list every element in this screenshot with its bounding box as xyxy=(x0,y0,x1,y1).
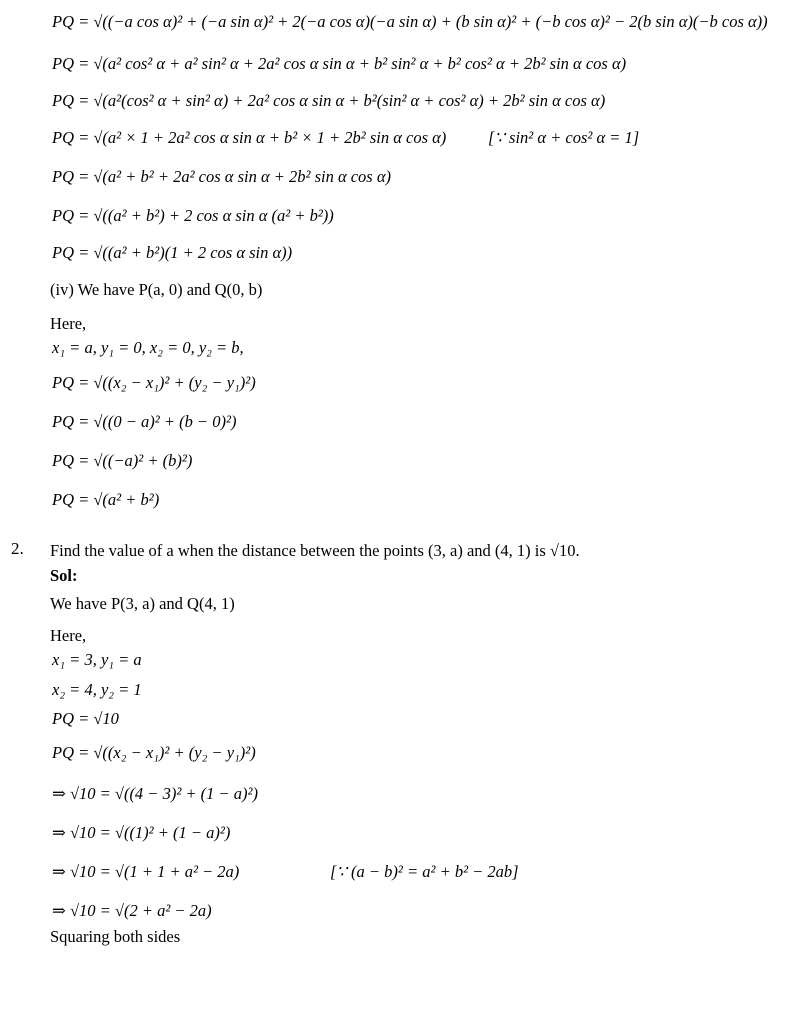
formula-line: ⇒ √10 = √((4 − 3)² + (1 − a)²) xyxy=(52,784,258,803)
question-number: 2. xyxy=(11,539,24,558)
here-label: Here, xyxy=(50,626,87,645)
formula-line: PQ = √10 xyxy=(52,709,119,728)
formula-line: PQ = √((x₂ − x₁)² + (y₂ − y₁)²) xyxy=(52,743,256,762)
question-text: Find the value of a when the distance between the points (3, a) and (4, 1) is √10. xyxy=(50,541,580,560)
here-label: Here, xyxy=(50,314,87,333)
solution-label: Sol: xyxy=(50,566,78,585)
formula-line: PQ = √((−a)² + (b)²) xyxy=(52,451,193,470)
given-values: x₂ = 4, y₂ = 1 xyxy=(52,680,142,699)
formula-line: PQ = √((a² + b²)(1 + 2 cos α sin α)) xyxy=(52,243,293,262)
formula-line: ⇒ √10 = √((1)² + (1 − a)²) xyxy=(52,823,231,842)
given-values: x₁ = 3, y₁ = a xyxy=(52,650,142,669)
formula-line: PQ = √(a² + b²) xyxy=(52,490,160,509)
formula-line: PQ = √(a² cos² α + a² sin² α + 2a² cos α sin α + b² sin² α + b² cos² α + 2b² sin α cos α) xyxy=(52,54,627,73)
given-values: x₁ = a, y₁ = 0, x₂ = 0, y₂ = b, xyxy=(52,338,244,357)
formula-line: PQ = √(a²(cos² α + sin² α) + 2a² cos α sin α + b²(sin² α + cos² α) + 2b² sin α cos α) xyxy=(52,91,606,110)
formula-line: PQ = √((0 − a)² + (b − 0)²) xyxy=(52,412,237,431)
formula-line: PQ = √(a² + b² + 2a² cos α sin α + 2b² sin α cos α) xyxy=(52,167,392,186)
formula-line: PQ = √((x₂ − x₁)² + (y₂ − y₁)²) xyxy=(52,373,256,392)
identity-note: [∵ (a − b)² = a² + b² − 2ab] xyxy=(330,862,519,881)
formula-line: PQ = √(a² × 1 + 2a² cos α sin α + b² × 1 + 2b² sin α cos α) xyxy=(52,128,447,147)
sub-question-intro: (iv) We have P(a, 0) and Q(0, b) xyxy=(50,280,263,299)
formula-line: ⇒ √10 = √(2 + a² − 2a) xyxy=(52,901,212,920)
closing-text: Squaring both sides xyxy=(50,927,181,946)
formula-line: PQ = √((−a cos α)² + (−a sin α)² + 2(−a cos α)(−a sin α) + (b sin α)² + (−b cos α)² − 2(b sin α)(−b cos α)) xyxy=(52,12,768,31)
formula-line: PQ = √((a² + b²) + 2 cos α sin α (a² + b²)) xyxy=(52,206,334,225)
formula-line: ⇒ √10 = √(1 + 1 + a² − 2a) xyxy=(52,862,240,881)
identity-note: [∵ sin² α + cos² α = 1] xyxy=(488,128,640,147)
solution-intro: We have P(3, a) and Q(4, 1) xyxy=(50,594,235,613)
